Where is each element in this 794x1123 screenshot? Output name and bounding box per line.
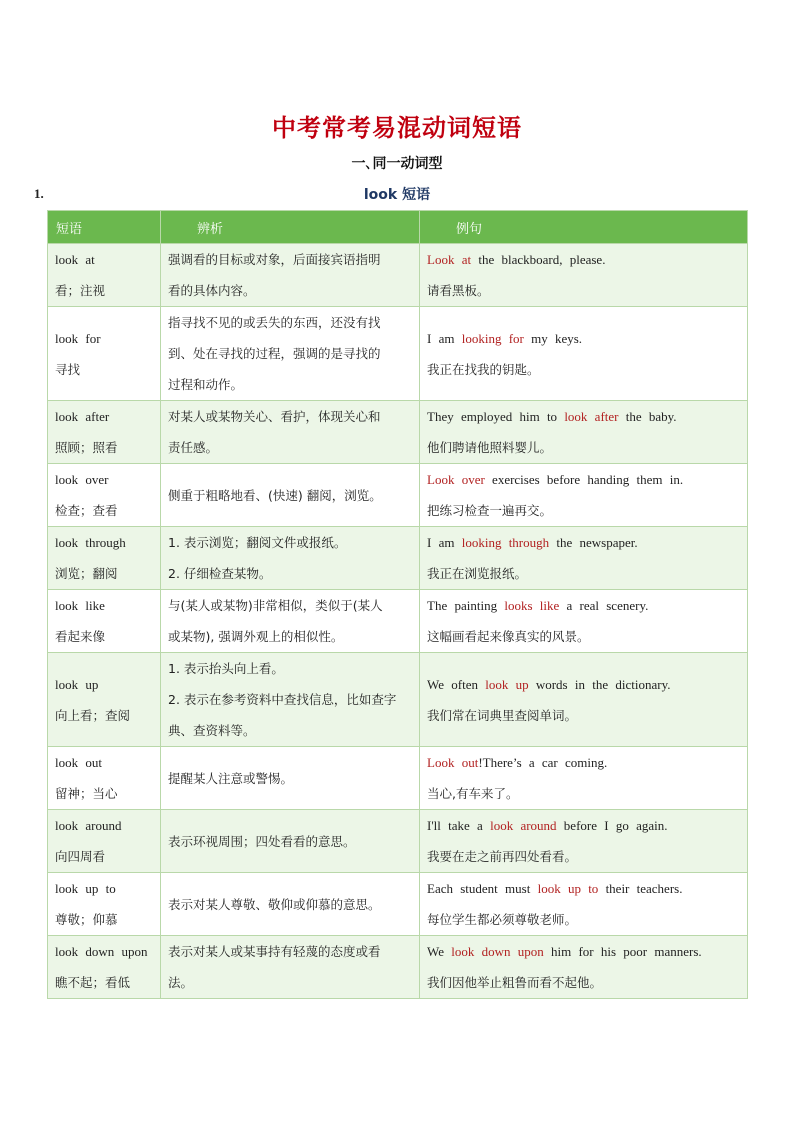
example-cell [420,307,748,401]
analysis-cell [161,747,420,810]
example-text: my keys. [523,330,583,346]
example-zh: 把练习检查一遍再交。 [427,503,553,518]
analysis-line: 侧重于粗略地看、(快速) 翻阅，浏览。 [168,487,382,503]
table-row [48,307,748,401]
table-row [48,747,748,810]
highlighted-phrase: look up [485,676,529,692]
example-text: a real scenery. [559,598,649,613]
table-header-row [48,211,748,244]
analysis-line: 法。 [168,975,194,990]
example-en [427,747,740,778]
example-cell [420,401,748,464]
example-text: !There’s a car coming. [478,755,608,770]
phrase-meaning: 看；注视 [55,283,106,298]
analysis-cell [161,244,420,307]
example-text: I'll take a [427,818,491,833]
example-en [427,244,740,275]
table-row [48,653,748,747]
example-zh: 我们常在词典里查阅单词。 [427,707,578,723]
phrase-meaning: 向四周看 [55,849,106,864]
phrase-cell [48,747,161,810]
example-zh: 我们因他举止粗鲁而看不起他。 [427,975,603,990]
analysis-line: 指寻找不见的或丢失的东西，还没有找 [168,315,381,330]
highlighted-phrase: look down upon [451,944,544,959]
header-phrase: 短语 [48,211,161,244]
header-example: 例句 [420,211,748,244]
analysis-line: 对某人或某物关心、看护，体现关心和 [168,409,381,424]
example-en [427,810,740,841]
example-en [427,527,740,558]
example-cell [420,810,748,873]
table-row [48,810,748,873]
highlighted-phrase: look around [490,818,557,833]
example-text: exercises before handing them in. [484,472,684,487]
phrase-text: look after [55,409,110,424]
analysis-cell [161,401,420,464]
analysis-line: 或某物), 强调外观上的相似性。 [168,629,344,644]
example-en [427,936,740,967]
highlighted-phrase: looking for [461,330,524,346]
highlighted-phrase: look up to [537,881,599,896]
highlighted-phrase: looking through [461,535,550,550]
section-heading: 一､同一动词型 [351,156,443,172]
analysis-line: 与(某人或某物)非常相似，类似于(某人 [168,598,383,613]
phrase-cell [48,527,161,590]
analysis-line: 强调看的目标或对象，后面接宾语指明 [168,252,381,267]
phrase-cell [48,936,161,999]
analysis-line: 1. 表示浏览；翻阅文件或报纸。 [168,535,347,550]
example-text: words in the dictionary. [528,676,671,692]
analysis-line: 1. 表示抬头向上看。 [168,661,284,676]
section-title: look 短语 [363,187,431,203]
phrase-meaning: 检查；查看 [55,503,118,518]
phrase-cell [48,590,161,653]
phrase-text: look down upon [55,944,148,959]
example-text: The painting [427,598,505,613]
phrase-meaning: 尊敬；仰慕 [55,912,118,927]
example-zh: 每位学生都必须尊敬老师。 [427,912,578,927]
analysis-line: 表示环视周围；四处看看的意思。 [168,833,356,849]
example-cell [420,527,748,590]
example-cell [420,464,748,527]
phrase-text: look out [55,755,102,770]
phrase-table [47,210,748,999]
analysis-cell [161,527,420,590]
analysis-line: 提醒某人注意或警惕。 [168,770,294,786]
example-zh: 请看黑板。 [427,283,490,298]
section-number: 1. [34,186,44,201]
example-en [427,401,740,432]
example-en [427,590,740,621]
phrase-meaning: 向上看；查阅 [55,707,131,723]
phrase-cell [48,307,161,401]
highlighted-phrase: looks like [504,598,560,613]
example-text: the blackboard, please. [471,252,606,267]
phrase-meaning: 看起来像 [55,629,106,644]
analysis-line: 过程和动作。 [168,377,244,392]
phrase-text: look like [55,598,105,613]
example-en [427,464,740,495]
table-row [48,936,748,999]
phrase-text: look up to [55,881,116,896]
phrase-cell [48,873,161,936]
example-text: the newspaper. [549,535,638,550]
phrase-meaning: 留神；当心 [55,786,118,801]
analysis-line: 典、查资料等。 [168,723,256,738]
example-cell [420,590,748,653]
phrase-cell [48,653,161,747]
example-text: Each student must [427,881,538,896]
phrase-text: look for [55,330,101,346]
example-zh: 我正在浏览报纸。 [427,566,528,581]
example-text: their teachers. [598,881,683,896]
example-text: They employed him to [427,409,565,424]
example-zh: 我正在找我的钥匙。 [427,361,540,377]
highlighted-phrase: Look out [427,755,479,770]
table-row [48,401,748,464]
analysis-cell [161,590,420,653]
example-text: before I go again. [556,818,668,833]
analysis-cell [161,653,420,747]
phrase-meaning: 寻找 [55,361,81,377]
phrase-cell [48,464,161,527]
example-text: I am [427,330,462,346]
analysis-cell [161,936,420,999]
example-en [427,669,740,700]
analysis-line: 表示对某人或某事持有轻蔑的态度或看 [168,944,381,959]
analysis-line: 2. 表示在参考资料中查找信息，比如查字 [168,692,397,707]
analysis-cell [161,873,420,936]
page-title: 中考常考易混动词短语 [272,114,522,142]
table-row [48,590,748,653]
phrase-meaning: 浏览；翻阅 [55,566,118,581]
analysis-line: 责任感。 [168,440,219,455]
phrase-meaning: 瞧不起；看低 [55,975,131,990]
highlighted-phrase: Look over [427,472,485,487]
phrase-meaning: 照顾；照看 [55,440,118,455]
analysis-line: 表示对某人尊敬、敬仰或仰慕的意思。 [168,896,381,912]
example-text: We [427,944,452,959]
example-zh: 这幅画看起来像真实的风景。 [427,629,590,644]
example-zh: 我要在走之前再四处看看。 [427,849,578,864]
analysis-cell [161,464,420,527]
analysis-cell [161,810,420,873]
example-en [427,873,740,904]
analysis-line: 看的具体内容。 [168,283,256,298]
example-text: the baby. [618,409,677,424]
example-zh: 当心,有车来了。 [427,786,519,801]
phrase-text: look through [55,535,126,550]
highlighted-phrase: look after [564,409,619,424]
example-cell [420,873,748,936]
example-cell [420,936,748,999]
phrase-text: look over [55,472,109,487]
example-cell [420,244,748,307]
phrase-text: look up [55,676,99,692]
example-zh: 他们聘请他照料婴儿。 [427,440,553,455]
table-row [48,464,748,527]
phrase-text: look around [55,818,122,833]
phrase-cell [48,401,161,464]
highlighted-phrase: Look at [427,252,472,267]
phrase-text: look at [55,252,95,267]
table-row [48,244,748,307]
example-text: We often [427,676,486,692]
phrase-cell [48,810,161,873]
analysis-line: 到、处在寻找的过程，强调的是寻找的 [168,346,381,361]
table-row [48,527,748,590]
example-cell [420,747,748,810]
analysis-line: 2. 仔细检查某物。 [168,566,272,581]
example-cell [420,653,748,747]
example-en [427,323,740,354]
analysis-cell [161,307,420,401]
table-row [48,873,748,936]
phrase-cell [48,244,161,307]
header-analysis: 辨析 [161,211,420,244]
example-text: him for his poor manners. [543,944,702,959]
example-text: I am [427,535,462,550]
